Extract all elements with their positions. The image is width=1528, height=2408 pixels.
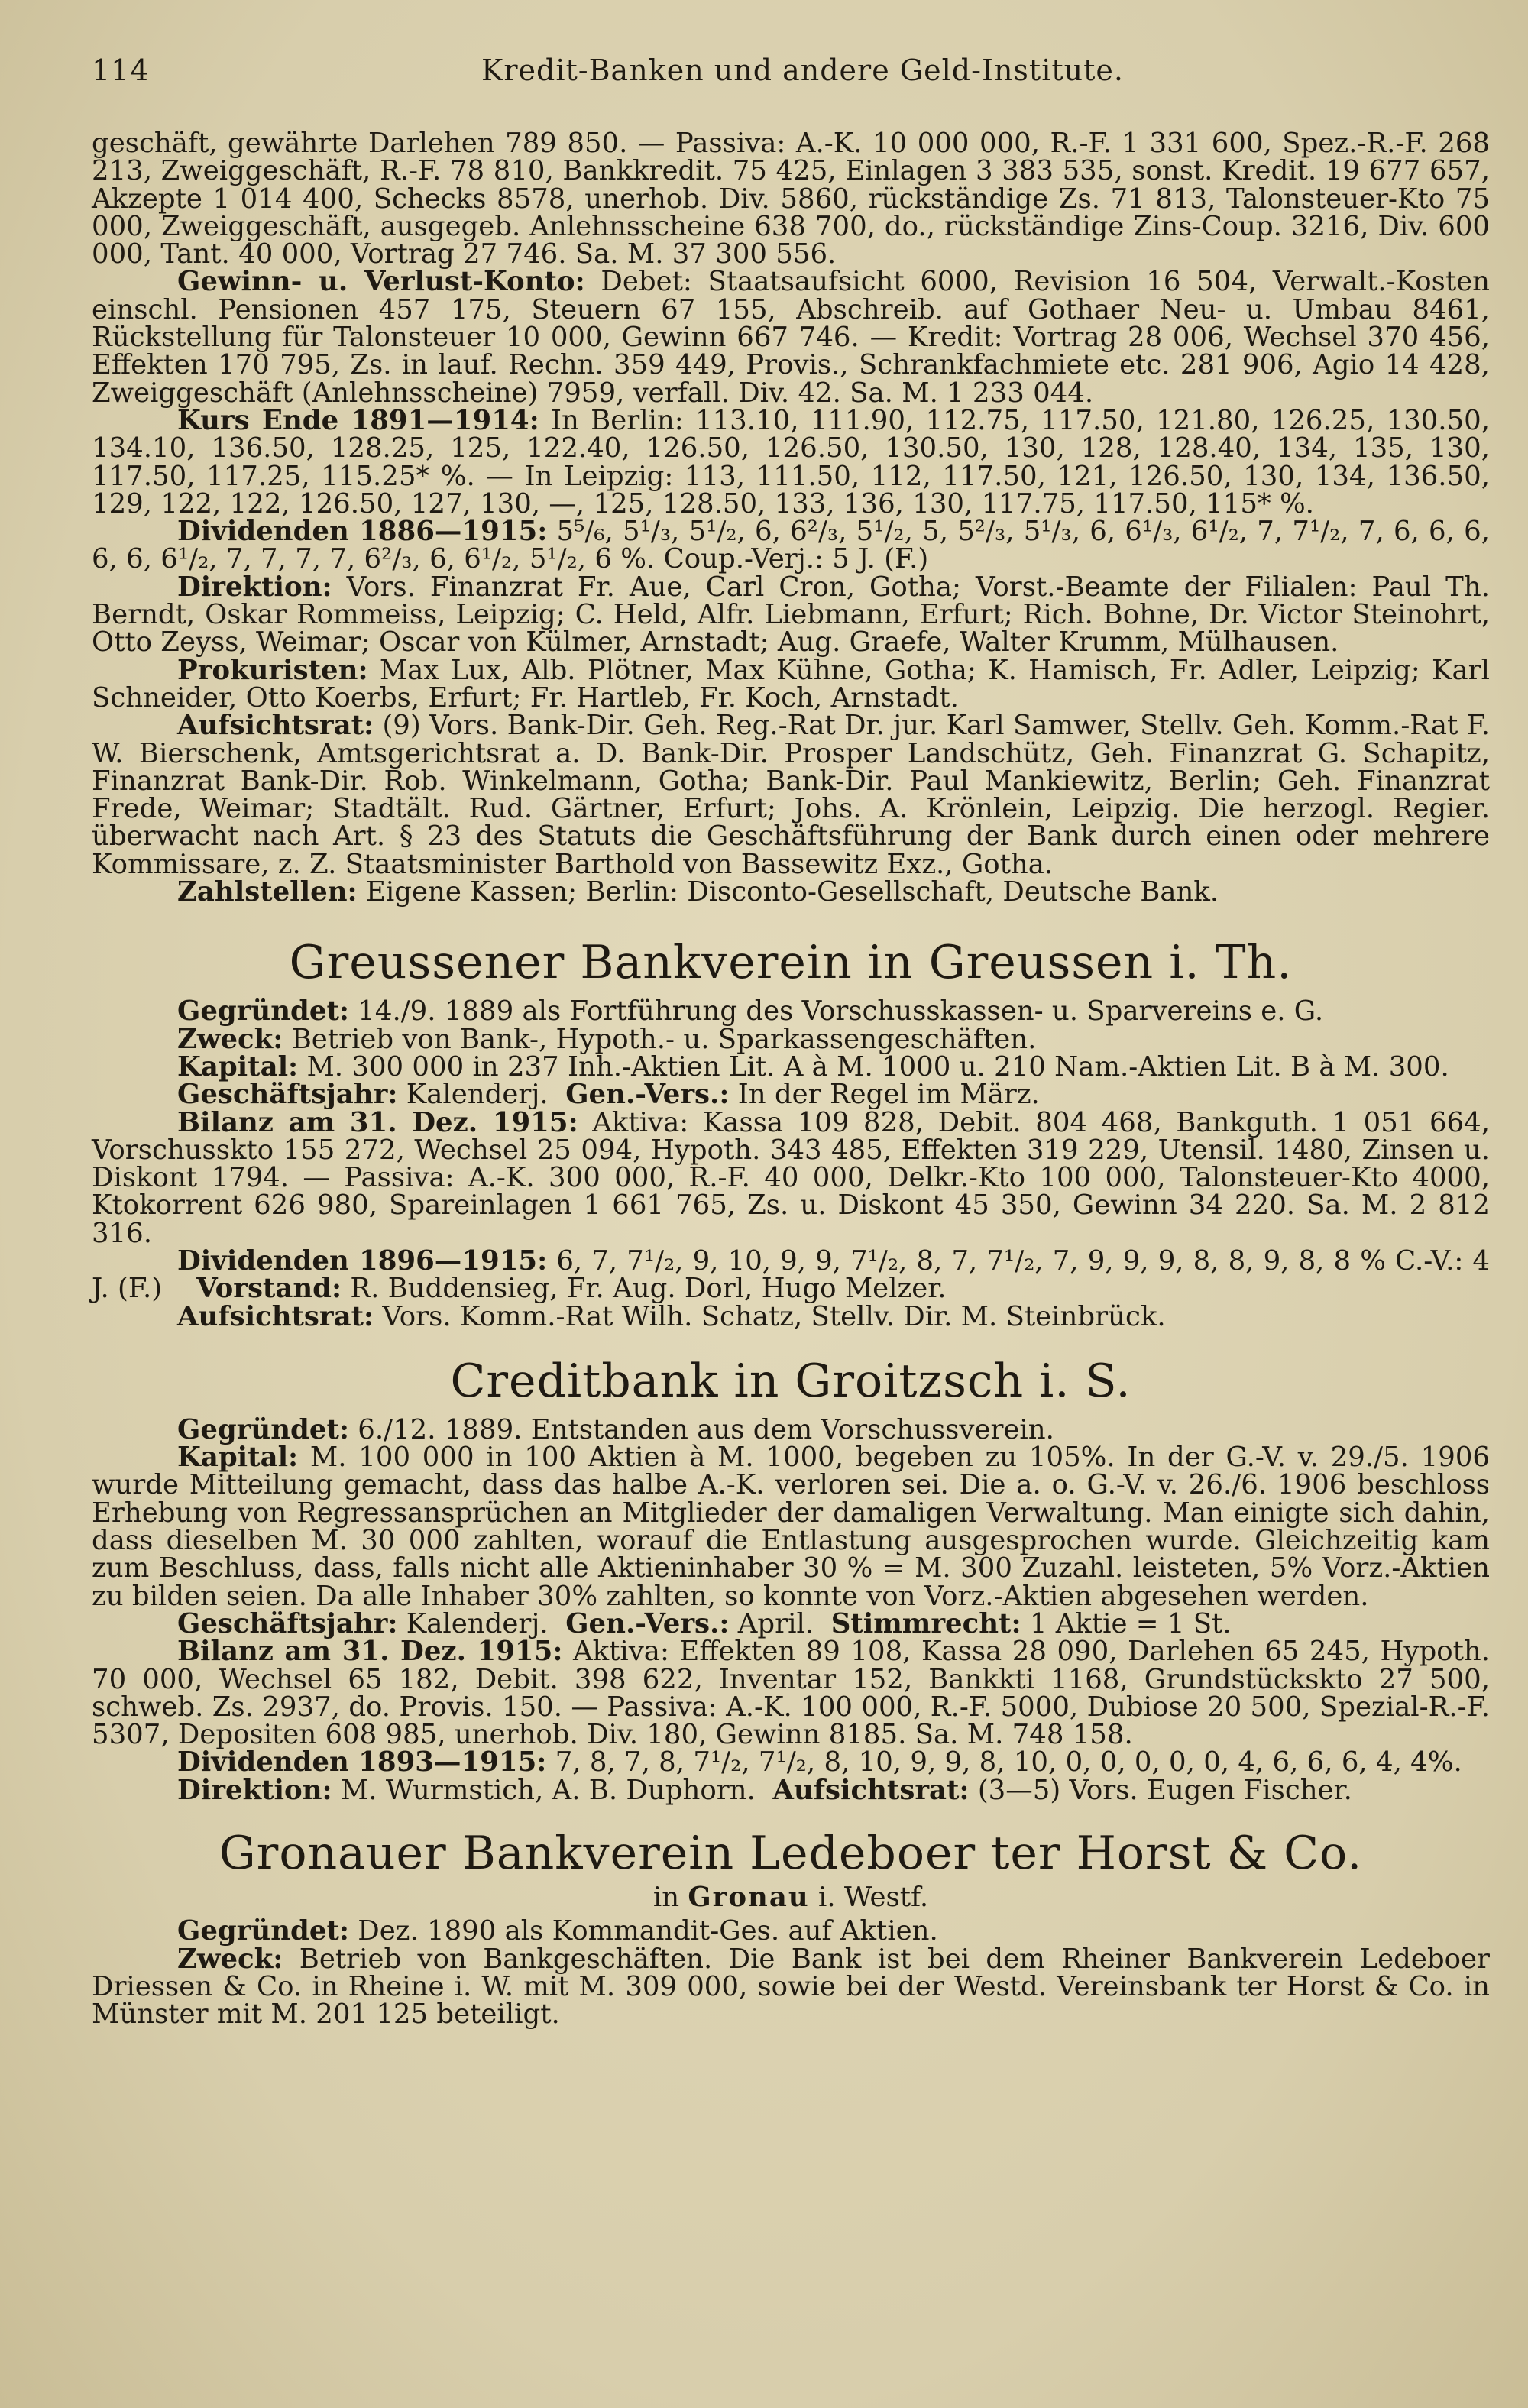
value: Aktiva: Effekten 89 108, Kassa 28 090, Darlehen 65 245, Hypoth. 70 000, Wechsel 65 182, Debit. 398 622, Inventar 152, Bankkti 1168, Grundstückskto 27 500, schweb. Zs. 2937, do. Provis. 150. — Passiva: A.-K. 100 000, R.-F. 5000, Dubiose 20 500, Spezial-R.-F. 5307, Depositen 608 985, unerhob. Div. 180, Gewinn 8185. Sa. M. 748 158.	[92, 1636, 1490, 1751]
label: Zahlstellen:	[177, 876, 358, 908]
value: Eigene Kassen; Berlin: Disconto-Gesellschaft, Deutsche Bank.	[365, 876, 1219, 908]
gronau-zweck	[92, 1943, 1490, 2031]
greussen-gegruendet	[92, 995, 1490, 1028]
greussen-kapital	[92, 1050, 1490, 1083]
carry-balance-paragraph: geschäft, gewährte Darlehen 789 850. — Passiva: A.-K. 10 000 000, R.-F. 1 331 600, Spez.-R.-F. 268 213, Zweiggeschäft, R.-F. 78 810, Bankkredit. 75 425, Einlagen 3 383 535, sonst. Kredit. 19 677 657, Akzepte 1 014 400, Schecks 8578, unerhob. Div. 5860, rückständige Zs. 71 813, Talonsteuer-Kto 75 000, Zweiggeschäft, ausgegeb. Anlehnsscheine 638 700, do., rückständige Zins-Coup. 3216, Div. 600 000, Tant. 40 000, Vortrag 27 746. Sa. M. 37 300 556.	[92, 128, 1490, 270]
greussen-geschaeftsjahr	[92, 1081, 1490, 1109]
groitzsch-direktion	[92, 1774, 1490, 1806]
label: Aufsichtsrat:	[177, 710, 374, 742]
carry-profit-loss	[92, 266, 1490, 409]
label: Gegründet:	[177, 1413, 349, 1445]
label: Direktion:	[177, 571, 332, 603]
groitzsch-bilanz	[92, 1638, 1490, 1749]
value: 14./9. 1889 als Fortführung des Vorschusskassen- u. Sparvereins e. G.	[358, 995, 1324, 1028]
label: Direktion:	[177, 1774, 332, 1806]
label: Aufsichtsrat:	[772, 1774, 970, 1806]
value: Betrieb von Bank-, Hypoth.- u. Sparkassengeschäften.	[291, 1023, 1037, 1055]
groitzsch-geschaeftsjahr	[92, 1607, 1490, 1639]
gronau-gegruendet	[92, 1915, 1490, 1947]
label: Gen.-Vers.:	[565, 1079, 730, 1111]
carry-kurs	[92, 404, 1490, 519]
gronau-subtitle	[92, 1882, 1490, 1914]
value: 6, 7, 7¹/₂, 9, 10, 9, 9, 7¹/₂, 8, 7, 7¹/₂, 7, 9, 9, 9, 8, 8, 9, 8, 8 % C.-V.: 4 J. (F.)	[92, 1244, 1491, 1305]
page-header	[92, 53, 1467, 99]
value: Kalenderj.	[406, 1607, 549, 1639]
value: 7, 8, 7, 8, 7¹/₂, 7¹/₂, 8, 10, 9, 9, 8, 10, 0, 0, 0, 0, 0, 4, 6, 6, 6, 4, 4%.	[555, 1746, 1462, 1778]
label: Kurs Ende 1891—1914:	[177, 404, 539, 436]
label: Geschäftsjahr:	[177, 1079, 398, 1111]
label: Prokuristen:	[177, 654, 368, 686]
value: Vors. Finanzrat Fr. Aue, Carl Cron, Gotha; Vorst.-Beamte der Filialen: Paul Th. Berndt, Oskar Rommeiss, Leipzig; C. Held, Alfr. Liebmann, Erfurt; Rich. Bohne, Dr. Victor Steinohrt, Otto Zeyss, Weimar; Oscar von Külmer, Arnstadt; Aug. Graefe, Walter Krumm, Mülhausen.	[92, 571, 1490, 659]
label: Bilanz am 31. Dez. 1915:	[177, 1106, 578, 1138]
value: Betrieb von Bankgeschäften. Die Bank ist bei dem Rheiner Bankverein Ledeboer Driessen & Co. in Rheine i. W. mit M. 309 000, sowie bei der Westd. Vereinsbank ter Horst & Co. in Münster mit M. 201 125 beteiligt.	[92, 1943, 1490, 2031]
label: Gewinn- u. Verlust-Konto:	[177, 266, 585, 298]
label: Kapital:	[177, 1442, 299, 1474]
greussen-aufsichtsrat	[92, 1300, 1490, 1332]
value: In der Regel im März.	[737, 1079, 1040, 1111]
running-title: Kredit-Banken und andere Geld-Institute.	[481, 53, 1124, 87]
label: Vorstand:	[196, 1273, 342, 1305]
label: Bilanz am 31. Dez. 1915:	[177, 1636, 563, 1668]
greussen-title: Greussener Bankverein in Greussen i. Th.	[289, 936, 1293, 990]
sub-rest: i. Westf.	[817, 1882, 929, 1914]
value: M. Wurmstich, A. B. Duphorn.	[340, 1774, 756, 1806]
label: Gen.-Vers.:	[565, 1607, 730, 1639]
greussen-dividenden	[92, 1244, 1491, 1305]
label: Dividenden 1886—1915:	[177, 516, 548, 548]
value: R. Buddensieg, Fr. Aug. Dorl, Hugo Melzer.	[350, 1273, 947, 1305]
gronau-title: Gronauer Bankverein Ledeboer ter Horst & Co.	[219, 1827, 1363, 1881]
value: 1 Aktie = 1 St.	[1029, 1607, 1232, 1639]
page-number: 114	[92, 53, 150, 87]
carry-prokuristen	[92, 654, 1490, 714]
greussen-bilanz	[92, 1106, 1490, 1249]
label: Gegründet:	[177, 995, 349, 1028]
groitzsch-kapital	[92, 1444, 1490, 1610]
label: Zweck:	[177, 1023, 283, 1055]
value: In Berlin: 113.10, 111.90, 112.75, 117.50, 121.80, 126.25, 130.50, 134.10, 136.50, 128.25, 125, 122.40, 126.50, 126.50, 130.50, 130, 128, 128.40, 134, 135, 130, 117.50, 117.25, 115.25* %. — In Leipzig: 113, 111.50, 112, 117.50, 121, 126.50, 130, 134, 136.50, 129, 122, 122, 126.50, 127, 130, —, 125, 128.50, 133, 136, 130, 117.75, 117.50, 115* %.	[92, 404, 1490, 519]
value: Dez. 1890 als Kommandit-Ges. auf Aktien.	[358, 1915, 938, 1947]
carry-dividenden	[92, 518, 1490, 574]
groitzsch-title: Creditbank in Groitzsch i. S.	[450, 1354, 1131, 1408]
carry-zahlstellen	[92, 876, 1490, 908]
value: (9) Vors. Bank-Dir. Geh. Reg.-Rat Dr. jur. Karl Samwer, Stellv. Geh. Komm.-Rat F. W. Bierschenk, Amtsgerichtsrat a. D. Bank-Dir. Prosper Landschütz, Geh. Finanzrat G. Schapitz, Finanzrat Bank-Dir. Rob. Winkelmann, Gotha; Bank-Dir. Paul Mankiewitz, Berlin; Geh. Finanzrat Frede, Weimar; Stadtält. Rud. Gärtner, Erfurt; Johs. A. Krönlein, Leipzig. Die herzogl. Regier. überwacht nach Art. § 23 des Statuts die Geschäftsführung der Bank durch einen oder mehrere Kommissare, z. Z. Staatsminister Barthold von Bassewitz Exz., Gotha.	[92, 710, 1490, 880]
label: Gegründet:	[177, 1915, 349, 1947]
groitzsch-dividenden	[92, 1746, 1490, 1778]
carry-aufsichtsrat	[92, 712, 1490, 879]
label: Stimmrecht:	[830, 1607, 1021, 1639]
value: Vors. Komm.-Rat Wilh. Schatz, Stellv. Dir. M. Steinbrück.	[382, 1300, 1166, 1332]
value: M. 100 000 in 100 Aktien à M. 1000, begeben zu 105%. In der G.-V. v. 29./5. 1906 wurde Mitteilung gemacht, dass das halbe A.-K. verloren sei. Die a. o. G.-V. v. 26./6. 1906 beschloss Erhebung von Regressansprüchen an Mitglieder der damaligen Verwaltung. Man einigte sich dahin, dass dieselben M. 30 000 zahlten, worauf die Entlastung ausgesprochen wurde. Gleichzeitig kam zum Beschluss, dass, falls nicht alle Aktieninhaber 30 % = M. 300 Zuzahl. leisteten, 5% Vorz.-Aktien zu bilden seien. Da alle Inhaber 30% zahlten, so konnte von Vorz.-Aktien abgesehen werden.	[92, 1442, 1490, 1612]
label: Zweck:	[177, 1943, 283, 1975]
label: Kapital:	[177, 1050, 299, 1083]
greussen-zweck	[92, 1023, 1490, 1055]
value: Max Lux, Alb. Plötner, Max Kühne, Gotha; K. Hamisch, Fr. Adler, Leipzig; Karl Schneider, Otto Koerbs, Erfurt; Fr. Hartleb, Fr. Koch, Arnstadt.	[92, 654, 1490, 714]
page-body	[92, 130, 1490, 2029]
groitzsch-gegruendet	[92, 1413, 1490, 1445]
value: Aktiva: Kassa 109 828, Debit. 804 468, Bankguth. 1 051 664, Vorschusskto 155 272, Wechsel 25 094, Hypoth. 343 485, Effekten 319 229, Utensil. 1480, Zinsen u. Diskont 1794. — Passiva: A.-K. 300 000, R.-F. 40 000, Delkr.-Kto 100 000, Talonsteuer-Kto 4000, Ktokorrent 626 980, Spareinlagen 1 661 765, Zs. u. Diskont 45 350, Gewinn 34 220. Sa. M. 2 812 316.	[92, 1106, 1490, 1249]
value: (3—5) Vors. Eugen Fischer.	[977, 1774, 1352, 1806]
value: Kalenderj.	[406, 1079, 549, 1111]
carry-direktion	[92, 571, 1490, 659]
label: Dividenden 1896—1915:	[177, 1244, 548, 1277]
sub-place: Gronau	[688, 1882, 810, 1914]
value: 6./12. 1889. Entstanden aus dem Vorschussverein.	[358, 1413, 1054, 1445]
label: Aufsichtsrat:	[177, 1300, 374, 1332]
label: Dividenden 1893—1915:	[177, 1746, 547, 1778]
value: Debet: Staatsaufsicht 6000, Revision 16 504, Verwalt.-Kosten einschl. Pensionen 457 175, Steuern 67 155, Abschreib. auf Gothaer Neu- u. Umbau 8461, Rückstellung für Talonsteuer 10 000, Gewinn 667 746. — Kredit: Vortrag 28 006, Wechsel 370 456, Effekten 170 795, Zs. in lauf. Rechn. 359 449, Provis., Schrankfachmiete etc. 281 906, Agio 14 428, Zweiggeschäft (Anlehnsscheine) 7959, verfall. Div. 42. Sa. M. 1 233 044.	[92, 266, 1490, 409]
value: M. 300 000 in 237 Inh.-Aktien Lit. A à M. 1000 u. 210 Nam.-Aktien Lit. B à M. 300.	[306, 1050, 1449, 1083]
value: April.	[737, 1607, 814, 1639]
value: 5⁵/₆, 5¹/₃, 5¹/₂, 6, 6²/₃, 5¹/₂, 5, 5²/₃, 5¹/₃, 6, 6¹/₃, 6¹/₂, 7, 7¹/₂, 7, 6, 6, 6, 6, 6, 6¹/₂, 7, 7, 7, 7, 6²/₃, 6, 6¹/₂, 5¹/₂, 6 %. Coup.-Verj.: 5 J. (F.)	[92, 516, 1490, 575]
label: Geschäftsjahr:	[177, 1607, 398, 1639]
sub-in: in	[652, 1882, 680, 1914]
